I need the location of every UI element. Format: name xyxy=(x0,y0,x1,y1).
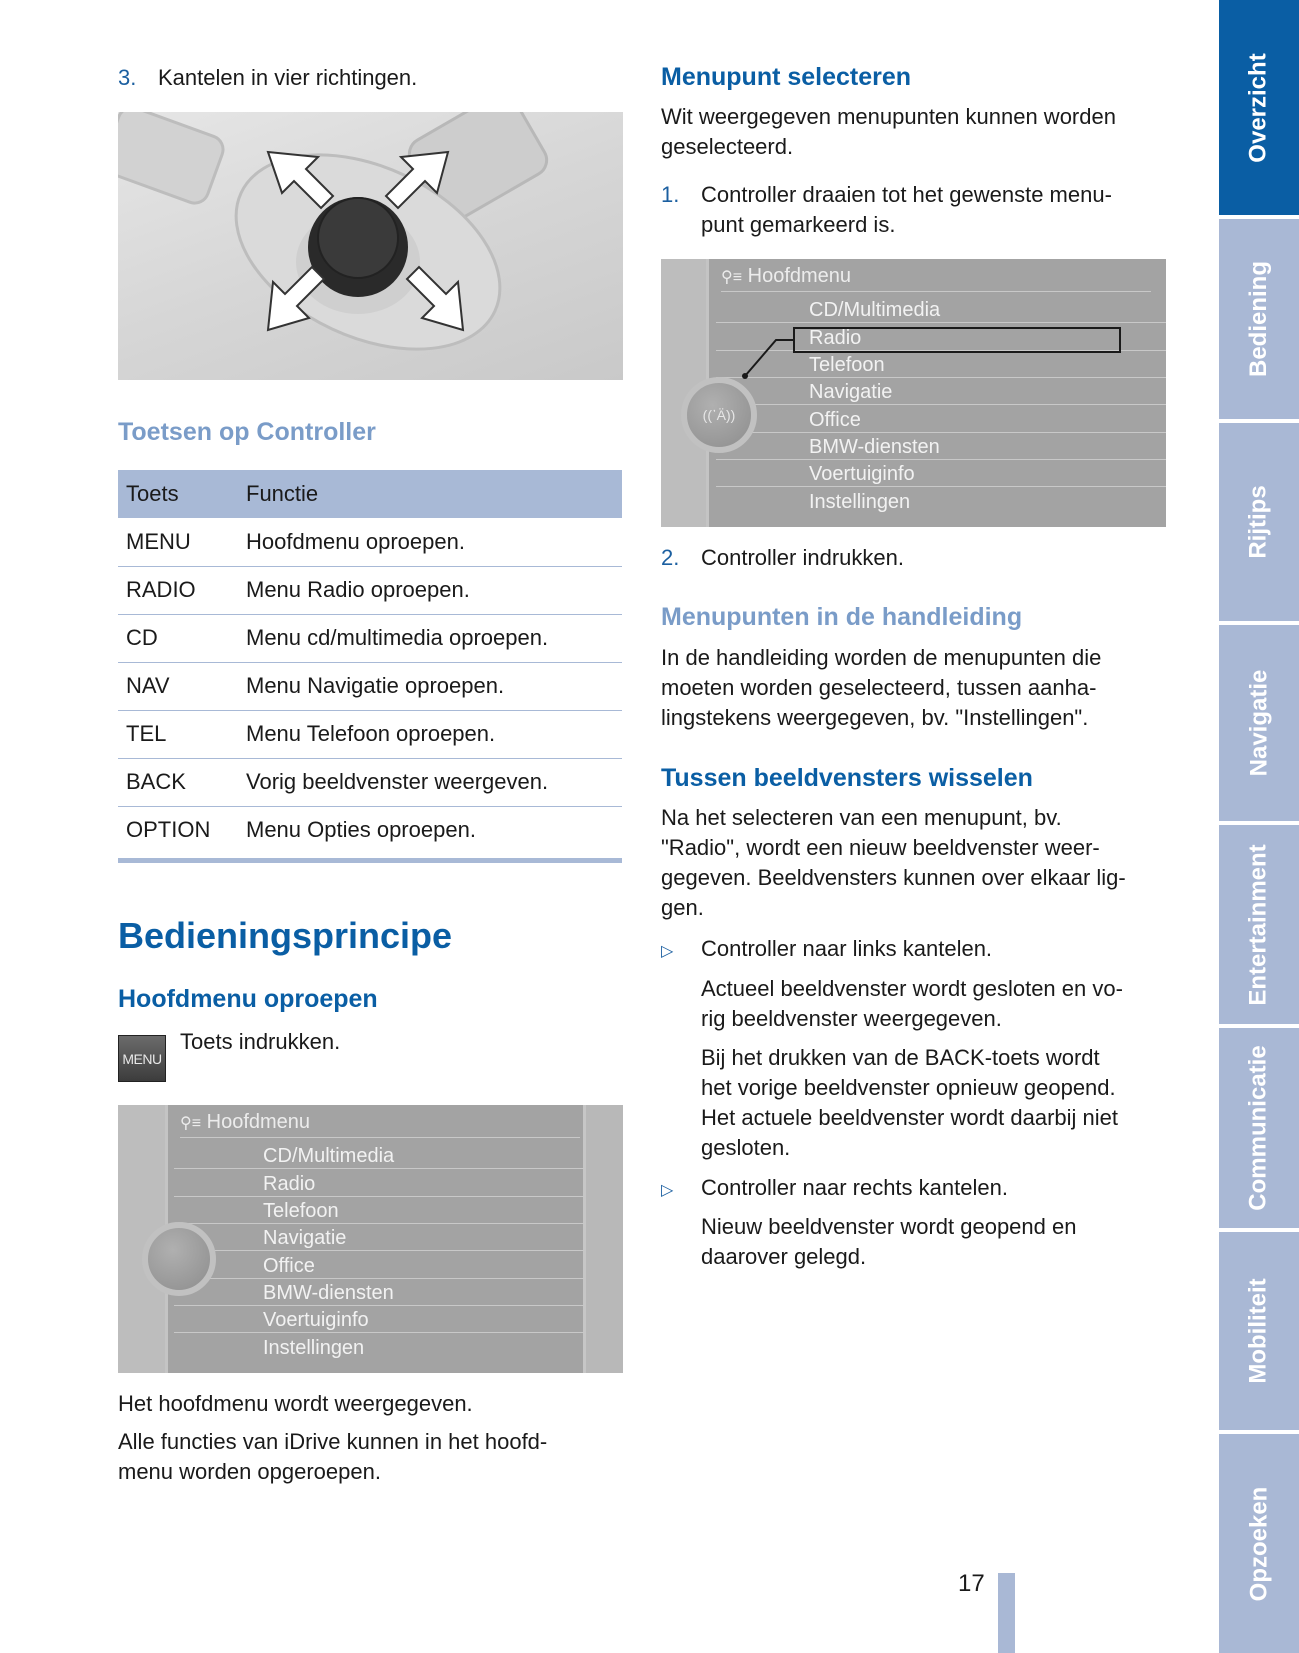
menu-item-highlighted: Radio xyxy=(716,327,1166,351)
menu-item: Navigatie xyxy=(716,381,1166,405)
table-bottom-rule xyxy=(118,858,622,863)
table-row: OPTION Menu Opties oproepen. xyxy=(126,817,476,843)
page-number-bar xyxy=(998,1573,1015,1653)
paragraph: Alle functies van iDrive kunnen in het hoofd- menu worden opgeroepen. xyxy=(118,1429,548,1484)
tab-entertainment[interactable]: Entertainment xyxy=(1219,825,1299,1024)
heading-menupunt-selecteren: Menupunt selecteren xyxy=(661,63,912,91)
triangle-bullet-icon: ▷ xyxy=(661,1182,674,1199)
bullet-item: ▷ Controller naar rechts kantelen. xyxy=(661,1173,1008,1206)
chapter-tabs xyxy=(1219,0,1299,1653)
table-row: MENU Hoofdmenu oproepen. xyxy=(118,518,622,566)
menu-item: Office xyxy=(174,1255,584,1279)
table-header-row xyxy=(118,470,622,518)
menu-item: Office xyxy=(716,409,1166,433)
step-2: 2. Controller indrukken. xyxy=(661,543,904,573)
tab-overzicht[interactable]: Overzicht xyxy=(1219,0,1299,215)
menu-item: Radio xyxy=(174,1173,584,1197)
controller-circle-icon xyxy=(142,1222,216,1296)
menu-item: BMW-diensten xyxy=(716,436,1166,460)
tab-communicatie[interactable]: Communicatie xyxy=(1219,1028,1299,1228)
tab-opzoeken[interactable]: Opzoeken xyxy=(1219,1434,1299,1653)
menu-list-icon: ⚲≡ xyxy=(721,269,743,286)
table-row: TEL Menu Telefoon oproepen. xyxy=(118,710,622,758)
table-row: CD Menu cd/multimedia oproepen. xyxy=(118,614,622,662)
step-1: 1. Controller draaien tot het gewenste menu- punt gemarkeerd is. xyxy=(661,182,1112,237)
menu-item: CD/Multimedia xyxy=(716,299,1166,323)
menu-item: BMW-diensten xyxy=(174,1282,584,1306)
heading-menupunten-handleiding: Menupunten in de handleiding xyxy=(661,603,1023,631)
menu-item: Telefoon xyxy=(174,1200,584,1224)
step-number: 3. xyxy=(118,65,137,90)
menu-item: Voertuiginfo xyxy=(716,463,1166,487)
menu-item: Telefoon xyxy=(716,354,1166,378)
column-header: Toets xyxy=(118,470,238,518)
menu-item: CD/Multimedia xyxy=(174,1145,584,1169)
sub-heading-hoofdmenu: Hoofdmenu oproepen xyxy=(118,985,378,1013)
press-key-text: Toets indrukken. xyxy=(180,1029,341,1054)
menu-item: Navigatie xyxy=(174,1227,584,1251)
idrive-screen-main-menu: ⚲≡ Hoofdmenu CD/Multimedia Radio Telefoon Navigatie Office BMW-diensten Voertuiginfo Instellingen xyxy=(118,1105,623,1373)
idrive-screen-radio-selected: ⚲≡ Hoofdmenu CD/Multimedia Radio Telefoon Navigatie Office BMW-diensten Voertuiginfo Instellingen ((᾿Ä)) xyxy=(661,259,1166,527)
section-heading-toetsen: Toetsen op Controller xyxy=(118,418,376,446)
menu-key-icon: MENU xyxy=(118,1035,166,1082)
radio-antenna-icon: ((᾿Ä)) xyxy=(681,377,757,453)
paragraph: Na het selecteren van een menupunt, bv. "Radio", wordt een nieuw beeldvenster weer- gegeven. Beeldvensters kunnen over elkaar lig- gen. xyxy=(661,805,1126,920)
tab-navigatie[interactable]: Navigatie xyxy=(1219,625,1299,821)
controller-keys-table xyxy=(118,470,622,854)
tab-mobiliteit[interactable]: Mobiliteit xyxy=(1219,1232,1299,1430)
step-number: 2. xyxy=(661,545,680,570)
menu-list-icon: ⚲≡ xyxy=(180,1115,202,1132)
table-row: RADIO Menu Radio oproepen. xyxy=(118,566,622,614)
bullet-subtext: Nieuw beeldvenster wordt geopend en daarover gelegd. xyxy=(701,1214,1077,1269)
paragraph: Het hoofdmenu wordt weergegeven. xyxy=(118,1391,473,1416)
paragraph: In de handleiding worden de menupunten die moeten worden geselecteerd, tussen aanha- lingstekens weergegeven, bv. "Instellingen". xyxy=(661,645,1102,730)
controller-illustration xyxy=(118,112,623,380)
page-number: 17 xyxy=(958,1570,985,1597)
menu-item: Instellingen xyxy=(809,491,911,513)
step-3: 3. Kantelen in vier richtingen. xyxy=(118,63,417,93)
menu-item: Voertuiginfo xyxy=(174,1309,584,1333)
tab-rijtips[interactable]: Rijtips xyxy=(1219,423,1299,621)
step-number: 1. xyxy=(661,182,680,207)
bullet-subtext: Bij het drukken van de BACK-toets wordt het vorige beeldvenster opnieuw geopend. Het actuele beeldvenster wordt daarbij niet gesloten. xyxy=(701,1045,1119,1160)
bullet-item: ▷ Controller naar links kantelen. xyxy=(661,934,992,967)
column-header: Functie xyxy=(238,470,622,518)
table-row: BACK Vorig beeldvenster weergeven. xyxy=(118,758,622,806)
paragraph: Wit weergegeven menupunten kunnen worden geselecteerd. xyxy=(661,104,1116,159)
heading-tussen-beeldvensters: Tussen beeldvensters wisselen xyxy=(661,764,1033,792)
menu-item: Instellingen xyxy=(263,1337,365,1359)
tab-bediening[interactable]: Bediening xyxy=(1219,219,1299,419)
page-heading: Bedieningsprincipe xyxy=(118,915,453,956)
table-row: NAV Menu Navigatie oproepen. xyxy=(118,662,622,710)
bullet-subtext: Actueel beeldvenster wordt gesloten en vo- rig beeldvenster weergegeven. xyxy=(701,976,1123,1031)
triangle-bullet-icon: ▷ xyxy=(661,943,674,960)
